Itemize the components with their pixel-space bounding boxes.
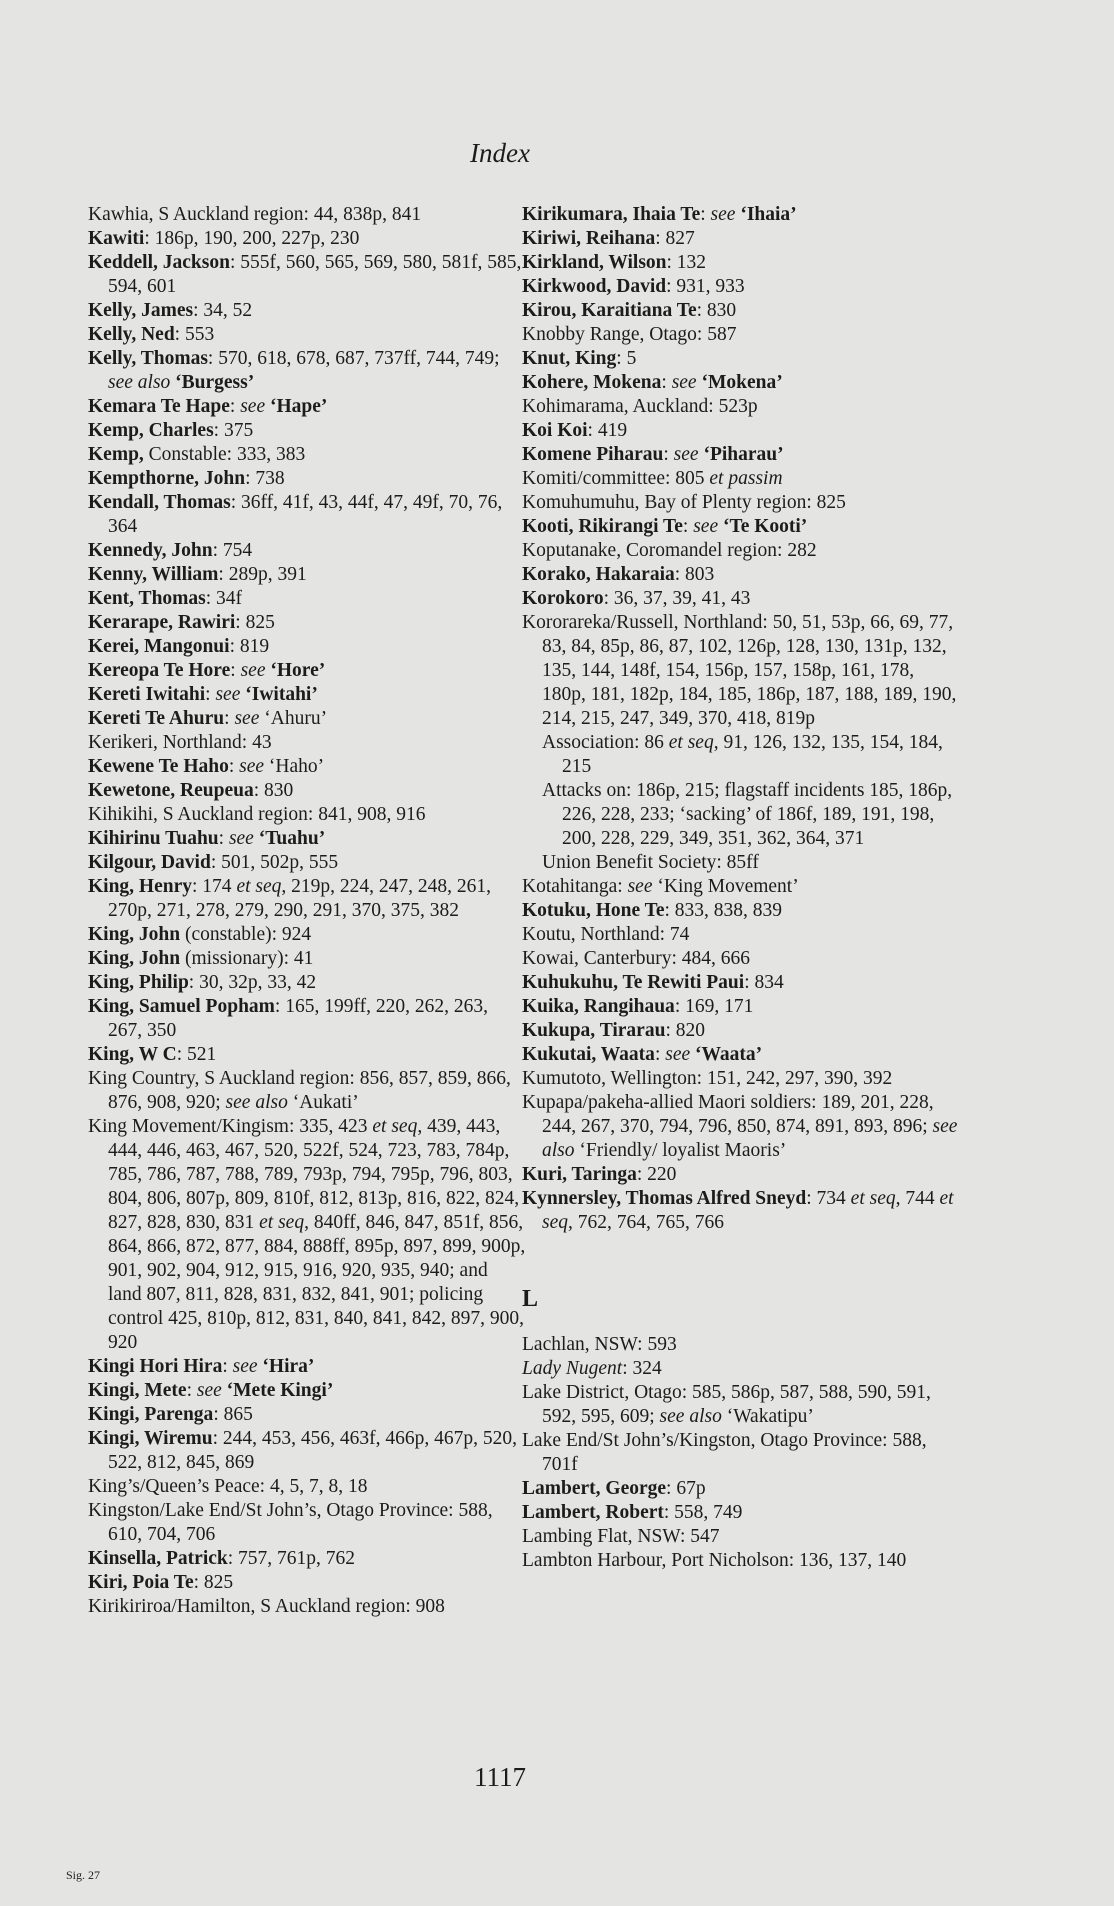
entry-heading: ‘Te Kooti’ — [722, 516, 808, 537]
index-entry — [522, 395, 960, 419]
entry-crossref: see also — [659, 1406, 722, 1427]
entry-heading: Kingi, Mete — [88, 1380, 187, 1401]
index-entry — [88, 707, 526, 731]
entry-text: : — [224, 708, 235, 729]
entry-heading: Lambert, George — [522, 1478, 667, 1499]
entry-text: : 825 — [193, 1572, 234, 1593]
entry-heading: Kelly, James — [88, 300, 194, 321]
entry-heading: ‘Hore’ — [270, 660, 326, 681]
entry-text: : 819 — [229, 636, 270, 657]
index-entry — [88, 1547, 526, 1571]
entry-text: Kororareka/Russell, Northland: 50, 51, 53p, 66, 69, 77, 83, 84, 85p, 86, 87, 102, 126p, 128, 130, 131p, 132, 135, 144, 148f, 154, 156p, 157, 158p, 161, 178, 180p, 181, 182p, 184, 185, 186p, 187, 188, 189, 190, 214, 215, 247, 349, 370, 418, 819p — [522, 612, 957, 729]
index-entry — [88, 443, 526, 467]
entry-text: , 439, 443, 444, 446, 463, 467, 520, 522f, 524, 723, 783, 784p, 785, 786, 787, 788, 789, 793p, 794, 795p, 796, 803, 804, 806, 807p, 809, 810f, 812, 813p, 816, 822, 824, 827, 828, 830, 831 — [108, 1116, 520, 1233]
entry-crossref: et seq — [236, 876, 282, 897]
index-subentry — [522, 779, 960, 851]
entry-text: ‘King Movement’ — [652, 876, 799, 897]
entry-crossref: et seq — [668, 732, 714, 753]
entry-text: : 834 — [744, 972, 784, 993]
entry-crossref: see also — [542, 1116, 958, 1161]
entry-text: : 289p, 391 — [218, 564, 307, 585]
entry-crossref: et seq — [259, 1212, 305, 1233]
entry-heading: Kemp, — [88, 444, 144, 465]
entry-text: Lambing Flat, NSW: 547 — [522, 1526, 720, 1547]
entry-text: Kupapa/pakeha-allied Maori soldiers: 189, 201, 228, 244, 267, 370, 794, 796, 850, 874, 891, 893, 896; — [522, 1092, 934, 1137]
index-entry — [522, 1501, 960, 1525]
entry-text: Kotahitanga: — [522, 876, 628, 897]
entry-text: : 558, 749 — [663, 1502, 743, 1523]
entry-heading: King, W C — [88, 1044, 177, 1065]
index-entry — [88, 683, 526, 707]
entry-text: : — [230, 660, 241, 681]
entry-crossref: et passim — [709, 468, 783, 489]
index-entry — [88, 299, 526, 323]
index-entry — [88, 659, 526, 683]
entry-text: Association: 86 — [542, 732, 669, 753]
index-entry — [88, 875, 526, 923]
entry-text: : 825 — [235, 612, 275, 633]
entry-heading: Kohere, Mokena — [522, 372, 662, 393]
entry-text: Union Benefit Society: 85ff — [542, 852, 759, 873]
entry-text: : 757, 761p, 762 — [227, 1548, 356, 1569]
entry-heading: Kempthorne, John — [88, 468, 246, 489]
entry-heading: ‘Waata’ — [695, 1044, 763, 1065]
index-entry — [88, 1115, 526, 1355]
index-entry — [522, 1429, 960, 1477]
entry-text: : — [222, 1356, 233, 1377]
index-entry — [88, 1499, 526, 1547]
entry-crossref: see — [232, 1356, 258, 1377]
entry-crossref: see — [215, 684, 241, 705]
index-entry — [522, 275, 960, 299]
entry-heading: King, John — [88, 948, 181, 969]
index-entry — [88, 1595, 526, 1619]
entry-text: : 36, 37, 39, 41, 43 — [603, 588, 751, 609]
entry-heading: Kerei, Mangonui — [88, 636, 230, 657]
entry-crossref: see — [240, 396, 266, 417]
index-entry — [88, 923, 526, 947]
entry-heading: Kingi Hori Hira — [88, 1356, 223, 1377]
entry-heading: Kuika, Rangihaua — [522, 996, 675, 1017]
index-entry — [88, 539, 526, 563]
entry-heading: ‘Piharau’ — [703, 444, 784, 465]
entry-text: , 219p, 224, 247, 248, 261, 270p, 271, 278, 279, 290, 291, 370, 375, 382 — [108, 876, 492, 921]
entry-text: : 820 — [665, 1020, 705, 1041]
index-entry — [522, 875, 960, 899]
entry-heading: Korokoro — [522, 588, 604, 609]
index-subentry — [522, 731, 960, 779]
index-entry — [522, 515, 960, 539]
entry-text: : 34f — [205, 588, 243, 609]
index-entry — [522, 1187, 960, 1235]
index-entry — [88, 611, 526, 635]
entry-text: : — [205, 684, 216, 705]
entry-heading: ‘Hape’ — [270, 396, 328, 417]
index-entry — [522, 563, 960, 587]
index-entry — [88, 227, 526, 251]
entry-heading: ‘Iwitahi’ — [245, 684, 318, 705]
index-entry — [88, 251, 526, 299]
index-entry — [88, 1571, 526, 1595]
entry-text: Lake District, Otago: 585, 586p, 587, 588, 590, 591, 592, 595, 609; — [522, 1382, 931, 1427]
entry-text: : 833, 838, 839 — [664, 900, 783, 921]
entry-text: : 375 — [213, 420, 254, 441]
entry-heading: ‘Hira’ — [262, 1356, 315, 1377]
index-entry — [522, 947, 960, 971]
entry-heading: ‘Mete Kingi’ — [226, 1380, 334, 1401]
entry-text: : — [700, 204, 711, 225]
index-entry — [522, 203, 960, 227]
index-entry — [522, 1549, 960, 1573]
entry-crossref: see — [240, 660, 266, 681]
entry-text: : 827 — [655, 228, 695, 249]
entry-text: Komuhumuhu, Bay of Plenty region: 825 — [522, 492, 846, 513]
entry-text: ‘Haho’ — [264, 756, 325, 777]
entry-heading: Kemara Te Hape — [88, 396, 230, 417]
index-entry — [522, 227, 960, 251]
entry-text: ‘Aukati’ — [287, 1092, 359, 1113]
entry-heading: Kelly, Ned — [88, 324, 175, 345]
entry-text: : 324 — [622, 1358, 662, 1379]
index-entry — [88, 323, 526, 347]
entry-text: ‘Ahuru’ — [259, 708, 328, 729]
index-entry — [522, 419, 960, 443]
entry-text: : 165, 199ff, 220, 262, 263, 267, 350 — [108, 996, 488, 1041]
entry-text: : 931, 933 — [666, 276, 745, 297]
index-entry — [522, 347, 960, 371]
entry-text: Kumutoto, Wellington: 151, 242, 297, 390, 392 — [522, 1068, 893, 1089]
entry-text: King Country, S Auckland region: 856, 857, 859, 866, 876, 908, 920; — [88, 1068, 511, 1113]
index-entry — [522, 1477, 960, 1501]
entry-heading: Kereopa Te Hore — [88, 660, 231, 681]
entry-text: : 30, 32p, 33, 42 — [188, 972, 317, 993]
index-entry — [522, 1357, 960, 1381]
index-entry — [88, 587, 526, 611]
entry-text: : 186p, 190, 200, 227p, 230 — [144, 228, 360, 249]
entry-heading: Kenny, William — [88, 564, 219, 585]
entry-text: , 744 — [895, 1188, 940, 1209]
entry-text: King Movement/Kingism: 335, 423 — [88, 1116, 373, 1137]
index-entry — [522, 1381, 960, 1429]
index-entry — [522, 995, 960, 1019]
entry-text: Kerikeri, Northland: 43 — [88, 732, 272, 753]
index-entry — [88, 203, 526, 227]
entry-text: Kawhia, S Auckland region: 44, 838p, 841 — [88, 204, 422, 225]
entry-text: : — [654, 1044, 666, 1065]
entry-heading: Kewene Te Haho — [88, 756, 229, 777]
entry-text: : 865 — [213, 1404, 253, 1425]
entry-crossref: et seq — [372, 1116, 418, 1137]
entry-text: : — [186, 1380, 197, 1401]
index-entry — [522, 1091, 960, 1163]
index-entry — [88, 851, 526, 875]
index-entry — [88, 635, 526, 659]
entry-text: : 132 — [666, 252, 707, 273]
entry-text: : — [661, 372, 672, 393]
entry-heading: Kewetone, Reupeua — [88, 780, 254, 801]
index-entry — [522, 923, 960, 947]
entry-heading: Kukutai, Waata — [522, 1044, 655, 1065]
entry-heading: ‘Burgess’ — [175, 372, 255, 393]
entry-heading: Kereti Te Ahuru — [88, 708, 225, 729]
entry-text: : 830 — [253, 780, 294, 801]
index-entry — [88, 467, 526, 491]
index-entry — [88, 995, 526, 1043]
entry-heading: Kirou, Karaitiana Te — [522, 300, 697, 321]
index-entry — [88, 419, 526, 443]
entry-heading: Kelly, Thomas — [88, 348, 208, 369]
page-number: 1117 — [474, 1762, 526, 1792]
entry-text: : — [218, 828, 229, 849]
entry-crossref: see — [196, 1380, 222, 1401]
entry-heading: Kemp, Charles — [88, 420, 214, 441]
entry-heading: Kukupa, Tirarau — [522, 1020, 666, 1041]
index-entry — [522, 1043, 960, 1067]
entry-text: : 738 — [245, 468, 285, 489]
entry-heading: Lambert, Robert — [522, 1502, 664, 1523]
index-entry — [522, 611, 960, 731]
entry-heading: Kennedy, John — [88, 540, 213, 561]
entry-text: Kowai, Canterbury: 484, 666 — [522, 948, 751, 969]
entry-crossref: see also — [108, 372, 171, 393]
entry-heading: Kynnersley, Thomas Alfred Sneyd — [522, 1188, 807, 1209]
entry-text: Lachlan, NSW: 593 — [522, 1334, 677, 1355]
entry-text: : 553 — [174, 324, 215, 345]
index-entry — [522, 323, 960, 347]
entry-crossref: see also — [225, 1092, 288, 1113]
index-entry — [522, 1163, 960, 1187]
entry-text: : 734 — [806, 1188, 851, 1209]
entry-heading: Kotuku, Hone Te — [522, 900, 665, 921]
page-title: Index — [470, 138, 530, 168]
entry-heading: King, John — [88, 924, 181, 945]
index-entry — [522, 491, 960, 515]
index-entry — [88, 947, 526, 971]
entry-heading: Kirkwood, David — [522, 276, 667, 297]
entry-text: : 830 — [696, 300, 737, 321]
index-entry — [522, 1019, 960, 1043]
entry-text: : 521 — [176, 1044, 217, 1065]
entry-heading: Kinsella, Patrick — [88, 1548, 228, 1569]
index-subentry — [522, 851, 960, 875]
entry-text: Lambton Harbour, Port Nicholson: 136, 137, 140 — [522, 1550, 907, 1571]
index-entry — [522, 899, 960, 923]
entry-text: Koutu, Northland: 74 — [522, 924, 690, 945]
entry-crossref: see — [234, 708, 260, 729]
entry-heading: ‘Tuahu’ — [258, 828, 326, 849]
entry-crossref: see — [693, 516, 719, 537]
entry-text: : — [228, 756, 240, 777]
index-entry — [88, 395, 526, 419]
entry-heading: Kiriwi, Reihana — [522, 228, 656, 249]
entry-crossref: see — [673, 444, 699, 465]
index-entry — [522, 539, 960, 563]
index-entry — [522, 587, 960, 611]
entry-text: : 36ff, 41f, 43, 44f, 47, 49f, 70, 76, 364 — [108, 492, 503, 537]
index-entry — [88, 1475, 526, 1499]
entry-heading: Kilgour, David — [88, 852, 211, 873]
entry-crossref: see — [710, 204, 736, 225]
index-entry — [88, 827, 526, 851]
entry-text: : 754 — [212, 540, 253, 561]
entry-heading: Kent, Thomas — [88, 588, 206, 609]
entry-text: : 803 — [674, 564, 715, 585]
index-entry — [522, 971, 960, 995]
entry-text: : 555f, 560, 565, 569, 580, 581f, 585, 594, 601 — [108, 252, 522, 297]
index-entry — [88, 563, 526, 587]
entry-text: : 501, 502p, 555 — [210, 852, 339, 873]
entry-heading: Kereti Iwitahi — [88, 684, 206, 705]
entry-text: King’s/Queen’s Peace: 4, 5, 7, 8, 18 — [88, 1476, 368, 1497]
index-entry — [88, 971, 526, 995]
index-entry — [522, 251, 960, 275]
entry-crossref: see — [228, 828, 254, 849]
entry-heading: Komene Piharau — [522, 444, 664, 465]
index-entry — [88, 347, 526, 395]
entry-crossref: see — [239, 756, 265, 777]
index-entry — [88, 1427, 526, 1475]
entry-text: (constable): 924 — [180, 924, 312, 945]
entry-text: ‘Friendly/ loyalist Maoris’ — [574, 1140, 787, 1161]
index-entry — [522, 299, 960, 323]
entry-heading: ‘Mokena’ — [701, 372, 783, 393]
right-column — [522, 203, 960, 1573]
index-entry — [88, 731, 526, 755]
entry-text: : — [229, 396, 241, 417]
entry-text: (missionary): 41 — [180, 948, 314, 969]
entry-text: ‘Wakatipu’ — [721, 1406, 814, 1427]
index-entry — [88, 1403, 526, 1427]
entry-text: Lake End/St John’s/Kingston, Otago Province: 588, 701f — [522, 1430, 927, 1475]
entry-heading: Kuhukuhu, Te Rewiti Paui — [522, 972, 745, 993]
k-entries — [522, 203, 960, 1235]
index-entry — [88, 1043, 526, 1067]
entry-text: : 419 — [587, 420, 628, 441]
entry-text: , 762, 764, 765, 766 — [568, 1212, 724, 1233]
entry-text: Komiti/committee: 805 — [522, 468, 710, 489]
entry-text: Knobby Range, Otago: 587 — [522, 324, 737, 345]
entry-heading: Keddell, Jackson — [88, 252, 230, 273]
entry-heading: Koi Koi — [522, 420, 588, 441]
entry-text: , 840ff, 846, 847, 851f, 856, 864, 866, 872, 877, 884, 888ff, 895p, 897, 899, 900p, 901, 902, 904, 912, 915, 916, 920, 935, 940; and land 807, 811, 828, 831, 832, 841, 901; policing control 425, 810p, 812, 831, 840, 841, 842, 897, 900, 920 — [108, 1212, 526, 1353]
entry-crossref: see — [665, 1044, 691, 1065]
entry-heading: Kendall, Thomas — [88, 492, 231, 513]
left-column — [88, 203, 526, 1619]
index-entry — [522, 1333, 960, 1357]
entry-crossref: Lady Nugent — [522, 1358, 623, 1379]
index-entry — [522, 443, 960, 467]
l-entries — [522, 1333, 960, 1573]
index-entry — [88, 1355, 526, 1379]
entry-heading: King, Philip — [88, 972, 189, 993]
entry-text: Koputanake, Coromandel region: 282 — [522, 540, 817, 561]
entry-text: : — [663, 444, 674, 465]
entry-text: : 5 — [616, 348, 637, 369]
entry-heading: King, Samuel Popham — [88, 996, 275, 1017]
entry-text: Kihikihi, S Auckland region: 841, 908, 916 — [88, 804, 426, 825]
index-entry — [88, 755, 526, 779]
entry-heading: Kingi, Wiremu — [88, 1428, 213, 1449]
entry-text: : 67p — [666, 1478, 706, 1499]
index-entry — [522, 1067, 960, 1091]
entry-crossref: see — [627, 876, 653, 897]
entry-heading: Kuri, Taringa — [522, 1164, 637, 1185]
entry-heading: Kawiti — [88, 228, 145, 249]
entry-text: : 244, 453, 456, 463f, 466p, 467p, 520, 522, 812, 845, 869 — [108, 1428, 518, 1473]
entry-text: : 220 — [636, 1164, 677, 1185]
index-entry — [88, 803, 526, 827]
entry-heading: ‘Ihaia’ — [740, 204, 797, 225]
index-entry — [522, 467, 960, 491]
entry-heading: Kihirinu Tuahu — [88, 828, 219, 849]
entry-crossref: et seq — [850, 1188, 896, 1209]
entry-heading: Knut, King — [522, 348, 617, 369]
entry-text: Constable: 333, 383 — [143, 444, 306, 465]
index-entry — [88, 1379, 526, 1403]
index-entry — [88, 779, 526, 803]
entry-heading: Kooti, Rikirangi Te — [522, 516, 683, 537]
entry-heading: Kingi, Parenga — [88, 1404, 214, 1425]
signature-mark: Sig. 27 — [66, 1868, 101, 1882]
entry-heading: Kerarape, Rawiri — [88, 612, 236, 633]
index-entry — [522, 1525, 960, 1549]
entry-text: Kirikiriroa/Hamilton, S Auckland region: 908 — [88, 1596, 445, 1617]
entry-text: Attacks on: 186p, 215; flagstaff incidents 185, 186p, 226, 228, 233; ‘sacking’ of 186f, 189, 191, 198, 200, 228, 229, 349, 351, 362, 364, 371 — [542, 780, 953, 849]
entry-text: : — [682, 516, 694, 537]
entry-text: : 34, 52 — [193, 300, 253, 321]
index-entry — [522, 371, 960, 395]
section-letter: L — [522, 1286, 539, 1312]
entry-text: , 91, 126, 132, 135, 154, 184, 215 — [562, 732, 943, 777]
entry-crossref: see — [671, 372, 697, 393]
entry-text: : 570, 618, 678, 687, 737ff, 744, 749; — [207, 348, 500, 369]
entry-text: : 169, 171 — [674, 996, 754, 1017]
entry-heading: Kiri, Poia Te — [88, 1572, 194, 1593]
entry-crossref: et seq — [542, 1188, 954, 1233]
entry-heading: Kirkland, Wilson — [522, 252, 667, 273]
entry-heading: Korako, Hakaraia — [522, 564, 675, 585]
entry-text: Kohimarama, Auckland: 523p — [522, 396, 758, 417]
index-entry — [88, 491, 526, 539]
entry-text: Kingston/Lake End/St John’s, Otago Province: 588, 610, 704, 706 — [88, 1500, 493, 1545]
entry-text: : 174 — [192, 876, 237, 897]
entry-heading: King, Henry — [88, 876, 193, 897]
entry-heading: Kirikumara, Ihaia Te — [522, 204, 701, 225]
index-entry — [88, 1067, 526, 1115]
